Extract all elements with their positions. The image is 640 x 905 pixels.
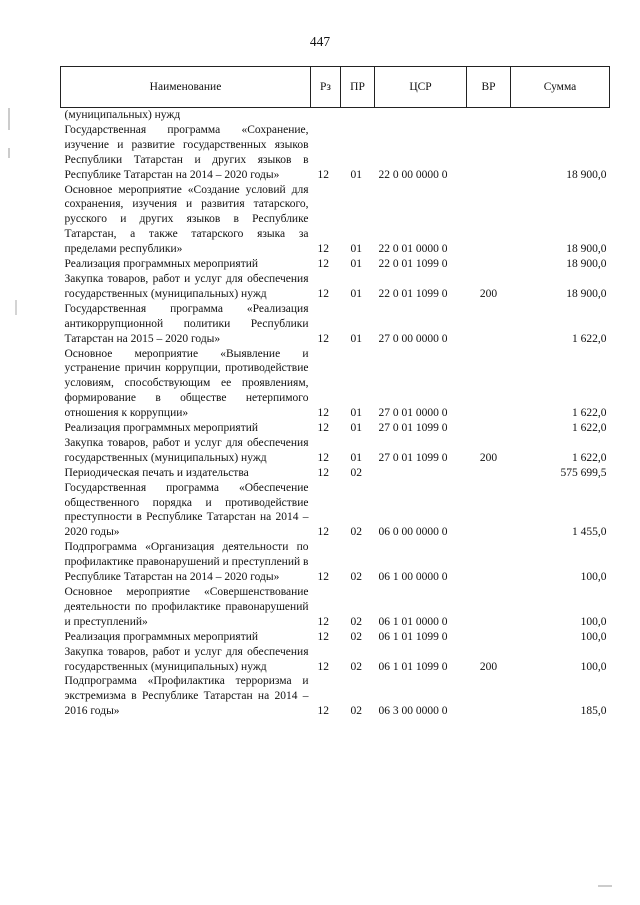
row-rz: 12 — [317, 571, 329, 584]
row-csr: 27 0 01 1099 0 — [378, 422, 448, 435]
row-vr — [467, 630, 511, 645]
row-vr — [467, 540, 511, 585]
table-row — [61, 302, 610, 347]
row-pr: 01 — [350, 422, 362, 435]
row-vr — [467, 674, 511, 719]
row-csr — [375, 466, 467, 481]
table-row — [61, 585, 610, 630]
row-sum: 100,0 — [580, 660, 607, 673]
row-rz: 12 — [317, 407, 329, 420]
row-vr — [467, 108, 511, 123]
row-csr: 22 0 01 1099 0 — [378, 258, 448, 271]
row-rz: 12 — [317, 243, 329, 256]
row-sum — [511, 108, 610, 123]
row-vr — [467, 183, 511, 258]
table-row — [61, 645, 610, 675]
row-name: Основное мероприятие «Совершенствование деятельности по профилактике правонарушений и преступлений» — [64, 586, 309, 628]
table-header — [61, 67, 610, 108]
row-sum: 100,0 — [580, 571, 607, 584]
header-name: Наименование — [61, 67, 311, 108]
row-name: Закупка товаров, работ и услуг для обеспечения государственных (муниципальных) нужд — [64, 645, 309, 673]
table-row — [61, 481, 610, 541]
row-rz: 12 — [317, 466, 329, 479]
row-sum: 100,0 — [580, 615, 607, 628]
budget-table — [60, 66, 610, 719]
row-pr: 01 — [350, 332, 362, 345]
row-csr: 22 0 01 0000 0 — [378, 243, 448, 256]
row-csr: 27 0 01 0000 0 — [378, 407, 448, 420]
row-vr — [467, 481, 511, 541]
row-name: (муниципальных) нужд — [64, 109, 181, 121]
table-body — [61, 108, 610, 720]
header-row — [61, 67, 610, 108]
row-vr — [467, 347, 511, 422]
row-name: Подпрограмма «Профилактика терроризма и экстремизма в Республике Татарстан на 2014 – 2016 годы» — [64, 675, 309, 718]
row-vr — [467, 466, 511, 481]
table-row — [61, 183, 610, 258]
row-pr: 02 — [350, 466, 362, 479]
row-sum: 185,0 — [580, 705, 607, 718]
row-rz: 12 — [317, 526, 329, 539]
row-name: Государственная программа «Обеспечение общественного порядка и противодействие преступности в Республике Татарстан на 2014 – 2020 годы» — [64, 481, 309, 539]
row-vr — [467, 257, 511, 272]
row-rz: 12 — [317, 451, 329, 464]
header-pr: ПР — [341, 67, 375, 108]
row-pr: 01 — [350, 243, 362, 256]
row-name: Основное мероприятие «Выявление и устранение причин коррупции, противодействие условиям, способствующим ее проявлениям, формирование в обществе нетерпимого отношения к коррупции» — [64, 347, 309, 420]
row-pr: 02 — [350, 705, 362, 718]
row-vr: 200 — [479, 660, 498, 673]
row-sum: 1 622,0 — [572, 332, 607, 345]
row-rz: 12 — [317, 287, 329, 300]
table-row — [61, 436, 610, 466]
table-row — [61, 540, 610, 585]
row-pr: 01 — [350, 287, 362, 300]
row-csr: 06 0 00 0000 0 — [378, 526, 448, 539]
row-name: Реализация программных мероприятий — [64, 422, 259, 435]
row-pr: 02 — [350, 571, 362, 584]
row-vr — [467, 421, 511, 436]
row-csr: 06 1 01 0000 0 — [378, 615, 448, 628]
page-number: 447 — [309, 34, 331, 49]
row-vr — [467, 123, 511, 183]
row-rz: 12 — [317, 332, 329, 345]
row-csr: 27 0 00 0000 0 — [378, 332, 448, 345]
header-sum: Сумма — [511, 67, 610, 108]
row-rz: 12 — [317, 630, 329, 643]
row-csr: 27 0 01 1099 0 — [378, 451, 448, 464]
row-pr: 01 — [350, 168, 362, 181]
table-row — [61, 421, 610, 436]
row-pr: 02 — [350, 615, 362, 628]
row-csr: 06 1 01 1099 0 — [378, 660, 448, 673]
row-csr: 06 1 00 0000 0 — [378, 571, 448, 584]
row-sum: 100,0 — [580, 630, 607, 643]
row-pr: 02 — [350, 526, 362, 539]
table-row — [61, 674, 610, 719]
row-rz: 12 — [317, 705, 329, 718]
row-pr: 01 — [350, 451, 362, 464]
table-row — [61, 257, 610, 272]
row-sum: 18 900,0 — [566, 258, 607, 271]
row-name: Государственная программа «Реализация антикоррупционной политики Республики Татарстан на 2015 – 2020 годы» — [64, 302, 309, 345]
row-vr: 200 — [479, 451, 498, 464]
row-pr: 02 — [350, 660, 362, 673]
table-row — [61, 466, 610, 481]
table-row — [61, 347, 610, 422]
row-rz: 12 — [317, 258, 329, 271]
row-sum: 575 699,5 — [560, 466, 607, 479]
row-csr — [375, 108, 467, 123]
row-pr — [341, 108, 375, 123]
row-name: Основное мероприятие «Создание условий для сохранения, изучения и развития татарского, русского и других языков в Республике Татарстан, а также татарского языка за пределами республики» — [64, 183, 309, 256]
header-csr: ЦСР — [375, 67, 467, 108]
row-vr: 200 — [479, 287, 498, 300]
header-vr: ВР — [467, 67, 511, 108]
row-pr: 01 — [350, 407, 362, 420]
row-sum: 1 622,0 — [572, 407, 607, 420]
row-rz: 12 — [317, 615, 329, 628]
row-sum: 1 622,0 — [572, 451, 607, 464]
row-name: Реализация программных мероприятий — [64, 258, 259, 271]
row-csr: 22 0 00 0000 0 — [378, 168, 448, 181]
row-vr — [467, 302, 511, 347]
row-sum: 18 900,0 — [566, 243, 607, 256]
row-csr: 06 1 01 1099 0 — [378, 630, 448, 643]
row-rz: 12 — [317, 660, 329, 673]
table-row — [61, 123, 610, 183]
table-row — [61, 108, 610, 123]
row-csr: 06 3 00 0000 0 — [378, 705, 448, 718]
row-sum: 18 900,0 — [566, 168, 607, 181]
row-rz: 12 — [317, 422, 329, 435]
row-csr: 22 0 01 1099 0 — [378, 287, 448, 300]
row-name: Государственная программа «Сохранение, изучение и развитие государственных языков Республики Татарстан и других языков в Республике Татарстан на 2014 – 2020 годы» — [64, 123, 309, 181]
header-rz: Рз — [311, 67, 341, 108]
row-pr: 01 — [350, 258, 362, 271]
table-row — [61, 272, 610, 302]
row-name: Периодическая печать и издательства — [64, 466, 249, 479]
row-name: Подпрограмма «Организация деятельности по профилактике правонарушений и преступлений в Республике Татарстан на 2014 – 2020 годы» — [64, 541, 309, 584]
table-row — [61, 630, 610, 645]
row-rz: 12 — [317, 168, 329, 181]
row-vr — [467, 585, 511, 630]
row-name: Закупка товаров, работ и услуг для обеспечения государственных (муниципальных) нужд — [64, 436, 309, 464]
row-sum: 18 900,0 — [566, 287, 607, 300]
row-name: Реализация программных мероприятий — [64, 630, 259, 643]
row-rz — [311, 108, 341, 123]
row-sum: 1 622,0 — [572, 422, 607, 435]
row-name: Закупка товаров, работ и услуг для обеспечения государственных (муниципальных) нужд — [64, 272, 309, 300]
row-pr: 02 — [350, 630, 362, 643]
row-sum: 1 455,0 — [572, 526, 607, 539]
